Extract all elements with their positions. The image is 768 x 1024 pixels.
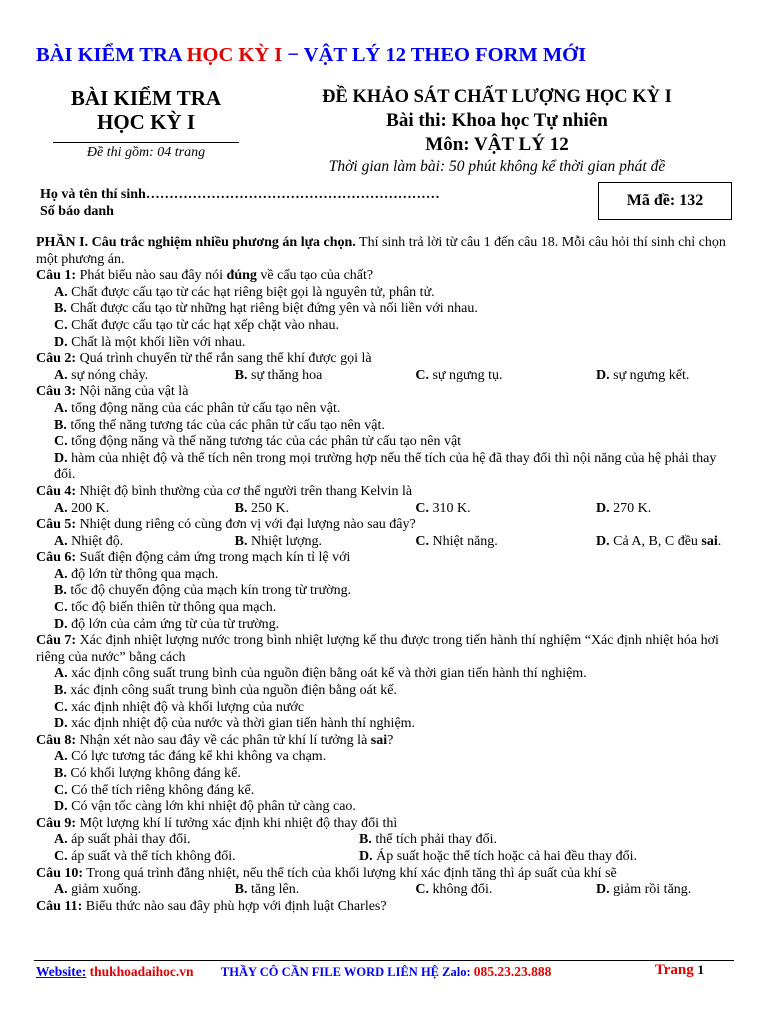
question-number: Câu 8:	[36, 732, 77, 748]
option-text: Chất được cấu tạo từ các hạt xếp chặt vào nhau.	[67, 317, 339, 333]
answer-option	[36, 600, 732, 617]
exam-code: Mã đề: 132	[598, 182, 732, 220]
option-text: Có khối lượng không đáng kể.	[66, 766, 241, 781]
option-text: sự ngưng kết.	[609, 367, 690, 383]
option-text: áp suất và thể tích không đổi.	[67, 848, 236, 864]
option-key: B.	[234, 367, 248, 383]
answer-options-row	[36, 882, 732, 899]
option-key: B.	[234, 882, 248, 898]
option-key: B.	[234, 533, 248, 549]
option-text: độ lớn của cảm ứng từ của từ trường.	[67, 616, 280, 632]
option-key: A.	[54, 500, 68, 516]
answer-option	[36, 434, 732, 451]
footer	[36, 964, 736, 980]
footer-website-link[interactable]: thukhoadaihoc.vn	[86, 964, 194, 979]
option-text: Có thể tích riêng không đáng kể.	[67, 782, 255, 798]
option-key: B.	[54, 766, 67, 781]
question-stem	[36, 899, 732, 916]
option-text: xác định công suất trung bình của nguồn điện bằng oát kế.	[66, 683, 397, 699]
question-number: Câu 1:	[36, 268, 77, 284]
question-emphasis: sai	[370, 732, 388, 748]
answer-option	[54, 849, 359, 866]
answer-option	[54, 832, 359, 849]
header-left-line2: HỌC KỲ I	[96, 110, 195, 134]
option-key: D.	[359, 848, 373, 864]
question-emphasis: đúng	[226, 268, 257, 284]
header-divider	[53, 142, 239, 143]
option-key: A.	[54, 666, 68, 682]
option-text: áp suất phải thay đổi.	[67, 832, 191, 848]
option-text: tổng thế năng tương tác của các phân tử cấu tạo nên vật.	[66, 417, 385, 433]
option-text: Nhiệt năng.	[428, 533, 498, 549]
option-key: C.	[415, 367, 429, 383]
option-text: tốc độ biến thiên từ thông qua mạch.	[67, 600, 277, 616]
section-intro	[36, 235, 732, 268]
option-key: B.	[54, 583, 67, 599]
question-text: Một lượng khí lí tưởng xác định khi nhiệt độ thay đổi thì	[76, 815, 398, 831]
option-text: hàm của nhiệt độ và thể tích nên trong mọi trường hợp nếu thể tích của hệ đã thay đổi thì nội năng của hệ phải thay đổi.	[54, 450, 717, 483]
option-text: sự ngưng tụ.	[428, 367, 503, 383]
option-text: 200 K.	[67, 500, 110, 516]
option-text: giảm rồi tăng.	[609, 882, 692, 898]
answer-option	[54, 368, 235, 385]
question-stem	[36, 733, 732, 750]
answer-options-row	[36, 849, 732, 866]
option-key: C.	[415, 500, 429, 516]
answer-options-row	[36, 368, 732, 385]
option-key: C.	[54, 782, 68, 798]
page-label: Trang	[654, 962, 698, 978]
answer-options-row	[36, 534, 732, 551]
question-number: Câu 5:	[36, 517, 77, 533]
question-stem	[36, 268, 732, 285]
answer-option	[596, 882, 732, 899]
option-key: C.	[54, 434, 68, 450]
answer-option	[36, 700, 732, 717]
answer-option	[36, 318, 732, 335]
option-text: Nhiệt độ.	[67, 533, 124, 549]
exam-subject-area: Bài thi: Khoa học Tự nhiên	[386, 110, 608, 131]
question-text: Trong quá trình đẳng nhiệt, nếu thể tích của khối lượng khí xác định tăng thì áp suất của khí sẽ	[83, 865, 617, 881]
question-text-end: ?	[387, 732, 394, 748]
answer-option	[596, 501, 732, 518]
option-text: 310 K.	[428, 500, 471, 516]
option-key: B.	[54, 417, 67, 433]
question-text: Biểu thức nào sau đây phù hợp với định luật Charles?	[82, 898, 387, 914]
option-text: Cả A, B, C đều	[609, 533, 702, 549]
section-instruction: Thí sinh trả lời từ câu 1 đến câu 18. Mỗi câu hỏi thí sinh chỉ chọn một phương án.	[36, 235, 726, 267]
answer-options-row	[36, 832, 732, 849]
option-key: A.	[54, 367, 68, 383]
banner-part1: BÀI KIỂM TRA	[36, 44, 187, 66]
option-key: D.	[54, 616, 68, 632]
question-stem	[36, 816, 732, 833]
question-stem	[36, 484, 732, 501]
banner-part3: − VẬT LÝ 12 THEO FORM MỚI	[282, 44, 587, 66]
option-key: B.	[54, 301, 67, 317]
header-right	[262, 86, 732, 177]
answer-option	[36, 451, 732, 484]
option-key: D.	[596, 533, 610, 549]
option-key: A.	[54, 400, 68, 416]
option-key: C.	[54, 699, 68, 715]
page-number	[655, 962, 704, 979]
option-text: tăng lên.	[247, 882, 300, 898]
answer-option	[415, 534, 596, 551]
option-text: xác định nhiệt độ và khối lượng của nước	[67, 699, 305, 715]
option-key: B.	[54, 683, 67, 699]
option-key: A.	[54, 533, 68, 549]
question-number: Câu 9:	[36, 815, 77, 831]
exam-duration: Thời gian làm bài: 50 phút không kể thời gian phát đề	[328, 158, 666, 175]
option-key: D.	[54, 799, 68, 815]
question-text: Nhận xét nào sau đây về các phân tử khí lí tưởng là	[76, 732, 371, 748]
question-number: Câu 6:	[36, 550, 77, 566]
answer-option	[36, 583, 732, 600]
answer-option	[235, 882, 416, 899]
answer-option	[415, 882, 596, 899]
option-key: C.	[415, 533, 429, 549]
answer-option	[36, 301, 732, 318]
option-key: B.	[359, 832, 372, 848]
question-text: Xác định nhiệt lượng nước trong bình nhiệt lượng kế thu được trong tiến hành thí nghiệm “Xác định nhiệt hóa hơi riêng của nước” bằng cách	[36, 633, 719, 665]
option-key: A.	[54, 749, 68, 765]
option-text: Chất được cấu tạo từ những hạt riêng biệt đứng yên và nối liền với nhau.	[66, 301, 478, 317]
option-text: sự nóng chảy.	[67, 367, 149, 383]
option-key: C.	[415, 882, 429, 898]
answer-option	[36, 567, 732, 584]
answer-option	[36, 401, 732, 418]
answer-option	[36, 666, 732, 683]
answer-option	[36, 617, 732, 634]
answer-option	[235, 534, 416, 551]
question-text: Nội năng của vật là	[76, 384, 189, 400]
header-left-line1: BÀI KIỂM TRA	[70, 86, 222, 110]
question-stem	[36, 866, 732, 883]
option-key: C.	[54, 317, 68, 333]
exam-title: ĐỀ KHẢO SÁT CHẤT LƯỢNG HỌC KỲ I	[322, 87, 672, 107]
exam-subject: Môn: VẬT LÝ 12	[425, 134, 569, 155]
header-left	[46, 86, 246, 161]
option-key: D.	[54, 450, 68, 466]
answer-option	[235, 368, 416, 385]
answer-option	[36, 418, 732, 435]
question-text: Suất điện động cảm ứng trong mạch kín tỉ lệ với	[76, 550, 351, 566]
option-key: D.	[596, 500, 610, 516]
footer-divider	[34, 960, 734, 961]
answer-options-row	[36, 501, 732, 518]
option-key: D.	[54, 716, 68, 732]
question-number: Câu 3:	[36, 384, 77, 400]
answer-option	[359, 849, 664, 866]
banner-part2: HỌC KỲ I	[186, 44, 283, 66]
question-number: Câu 2:	[36, 351, 77, 367]
question-text-end: về cấu tạo của chất?	[256, 268, 374, 284]
question-content	[36, 235, 732, 915]
answer-option	[54, 882, 235, 899]
option-text: tổng động năng và thế năng tương tác của các phân tử cấu tạo nên vật	[67, 434, 462, 450]
option-key: D.	[596, 367, 610, 383]
option-text: giảm xuống.	[67, 882, 142, 898]
option-key: A.	[54, 882, 68, 898]
question-number: Câu 11:	[36, 898, 83, 914]
option-key: D.	[596, 882, 610, 898]
option-text: Có vận tốc càng lớn khi nhiệt độ phân tử càng cao.	[67, 799, 356, 815]
option-key: A.	[54, 284, 68, 300]
option-emphasis: sai	[701, 533, 718, 549]
option-text: Nhiệt lượng.	[247, 533, 322, 549]
option-key: A.	[54, 566, 68, 582]
footer-phone: 085.23.23.888	[473, 964, 552, 979]
exam-banner	[36, 44, 586, 67]
answer-option	[36, 683, 732, 700]
question-stem	[36, 351, 732, 368]
option-text: sự thăng hoa	[247, 367, 323, 383]
option-text: Chất là một khối liền với nhau.	[67, 334, 246, 350]
question-stem	[36, 517, 732, 534]
question-number: Câu 7:	[36, 633, 77, 649]
footer-website-label: Website:	[36, 964, 87, 979]
option-key: C.	[54, 848, 68, 864]
answer-option	[36, 716, 732, 733]
footer-contact: THẦY CÔ CẦN FILE WORD LIÊN HỆ Zalo:	[220, 965, 474, 979]
question-number: Câu 10:	[36, 865, 84, 881]
answer-option	[54, 534, 235, 551]
option-text: Áp suất hoặc thể tích hoặc cả hai đều thay đổi.	[372, 848, 637, 864]
student-name-label: Họ và tên thí sinh………………………………………………………	[40, 187, 440, 202]
answer-option	[359, 832, 664, 849]
option-text: tốc độ chuyển động của mạch kín trong từ trường.	[66, 583, 352, 599]
option-text: không đổi.	[428, 882, 493, 898]
option-text: 270 K.	[609, 500, 652, 516]
option-text: tổng động năng của các phân tử cấu tạo nên vật.	[67, 400, 341, 416]
option-key: C.	[54, 600, 68, 616]
student-id-label: Số báo danh	[40, 204, 114, 219]
option-key: A.	[54, 832, 68, 848]
answer-option	[36, 783, 732, 800]
answer-option	[36, 285, 732, 302]
option-text: Chất được cấu tạo từ các hạt riêng biệt gọi là nguyên tử, phân tử.	[67, 284, 435, 300]
answer-option	[596, 368, 732, 385]
answer-option	[415, 501, 596, 518]
answer-option	[596, 534, 732, 551]
option-key: B.	[234, 500, 248, 516]
answer-option	[415, 368, 596, 385]
answer-option	[54, 501, 235, 518]
student-info	[40, 186, 440, 220]
option-text: độ lớn từ thông qua mạch.	[67, 566, 219, 582]
question-text: Nhiệt dung riêng có cùng đơn vị với đại lượng nào sau đây?	[76, 517, 416, 533]
answer-option	[36, 335, 732, 352]
question-text: Quá trình chuyển từ thể rắn sang thể khí được gọi là	[76, 351, 372, 367]
question-stem	[36, 384, 732, 401]
page-count: Đề thi gồm: 04 trang	[86, 145, 206, 160]
answer-option	[235, 501, 416, 518]
answer-option	[36, 749, 732, 766]
question-text: Phát biểu nào sau đây nói	[76, 268, 227, 284]
answer-option	[36, 799, 732, 816]
question-text: Nhiệt độ bình thường của cơ thể người trên thang Kelvin là	[76, 483, 413, 499]
section-title: PHẦN I. Câu trắc nghiệm nhiều phương án lựa chọn.	[36, 235, 356, 250]
option-text: xác định công suất trung bình của nguồn điện bằng oát kế và thời gian tiến hành thí nghiệm.	[67, 666, 587, 682]
option-key: D.	[54, 334, 68, 350]
question-stem	[36, 550, 732, 567]
page-num: 1	[697, 962, 704, 977]
option-text: xác định nhiệt độ của nước và thời gian tiến hành thí nghiệm.	[67, 716, 416, 732]
answer-option	[36, 766, 732, 783]
question-number: Câu 4:	[36, 483, 77, 499]
option-text: Có lực tương tác đáng kể khi không va chạm.	[67, 749, 327, 765]
option-text: 250 K.	[247, 500, 290, 516]
option-text: thể tích phải thay đổi.	[371, 832, 498, 848]
option-text-end: .	[717, 533, 722, 549]
question-stem	[36, 633, 732, 666]
